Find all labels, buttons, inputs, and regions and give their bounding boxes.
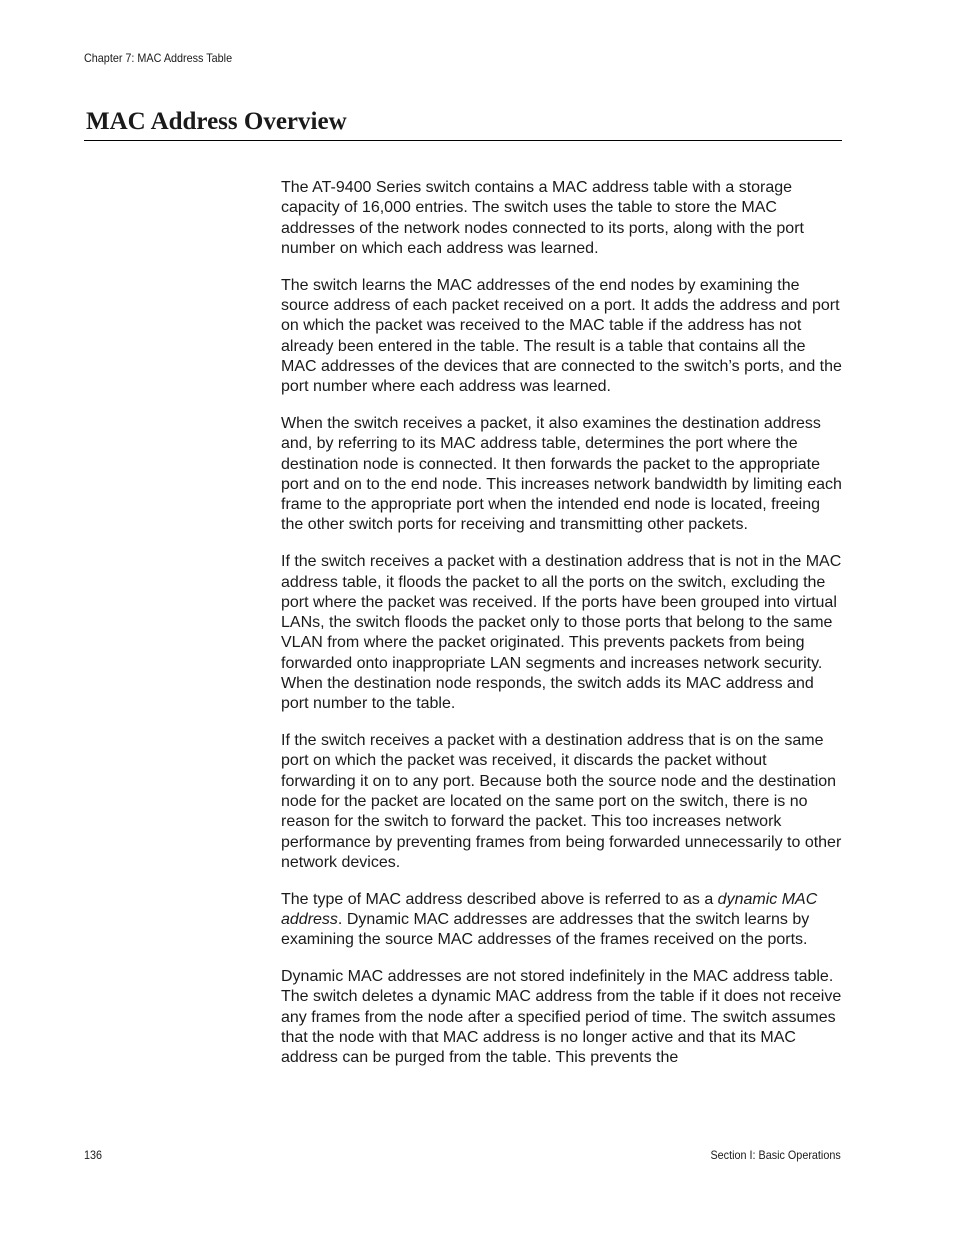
paragraph-discarding: If the switch receives a packet with a destination address that is on the same port on which the packet was received, it discards the packet without forwarding it on to any port. Because both the source node and the destination node for the packet are located on the same port on the switch, there is no reason for the switch to forward the packet. This too increases network performance by preventing frames from being forwarded unnecessarily to other network devices. bbox=[281, 732, 842, 871]
dynamic-text-after: . Dynamic MAC addresses are addresses that the switch learns by examining the source MAC addresses of the frames received on the ports. bbox=[281, 911, 810, 949]
dynamic-mac-term: dynamic MAC address bbox=[281, 890, 818, 928]
paragraph-learning-addresses: The switch learns the MAC addresses of the end nodes by examining the source address of each packet received on a port. It adds the address and port on which the packet was received to the MAC table if the address has not already been entered in the table. The result is a table that contains all the MAC addresses of the devices that are connected to the switch’s ports, and the port number where each address was learned. bbox=[281, 276, 842, 396]
paragraph-forwarding: When the switch receives a packet, it also examines the destination address and, by referring to its MAC address table, determines the port where the destination node is connected. It then forwards the packet to the appropriate port and on to the end node. This increases network bandwidth by limiting each frame to the appropriate port when the intended end node is located, freeing the other switch ports for receiving and transmitting other packets. bbox=[281, 414, 842, 534]
section-footer: Section I: Basic Operations bbox=[710, 1148, 841, 1162]
dynamic-text-before: The type of MAC address described above is referred to as a bbox=[281, 890, 718, 908]
paragraph-flooding: If the switch receives a packet with a destination address that is not in the MAC address table, it floods the packet to all the ports on the switch, excluding the port where the packet was received. If the ports have been grouped into virtual LANs, the switch floods the packet only to those ports that belong to the same VLAN from where the packet originated. This prevents packets from being forwarded onto inappropriate LAN segments and increases network security. When the destination node responds, the switch adds its MAC address and port number to the table. bbox=[281, 553, 842, 713]
title-rule bbox=[84, 140, 842, 141]
running-header: Chapter 7: MAC Address Table bbox=[84, 51, 233, 65]
paragraph-aging: Dynamic MAC addresses are not stored indefinitely in the MAC address table. The switch deletes a dynamic MAC address from the table if it does not receive any frames from the node after a specified period of time. The switch assumes that the node with that MAC address is no longer active and that its MAC address can be purged from the table. This prevents the bbox=[281, 968, 842, 1067]
paragraph-mac-table-capacity: The AT-9400 Series switch contains a MAC address table with a storage capacity of 16,000 entries. The switch uses the table to store the MAC addresses of the network nodes connected to its ports, along with the port number on which each address was learned. bbox=[281, 179, 804, 257]
paragraph-dynamic-mac bbox=[281, 890, 843, 951]
page-number: 136 bbox=[84, 1148, 103, 1162]
body-text bbox=[281, 178, 843, 1085]
section-title: MAC Address Overview bbox=[86, 108, 347, 135]
